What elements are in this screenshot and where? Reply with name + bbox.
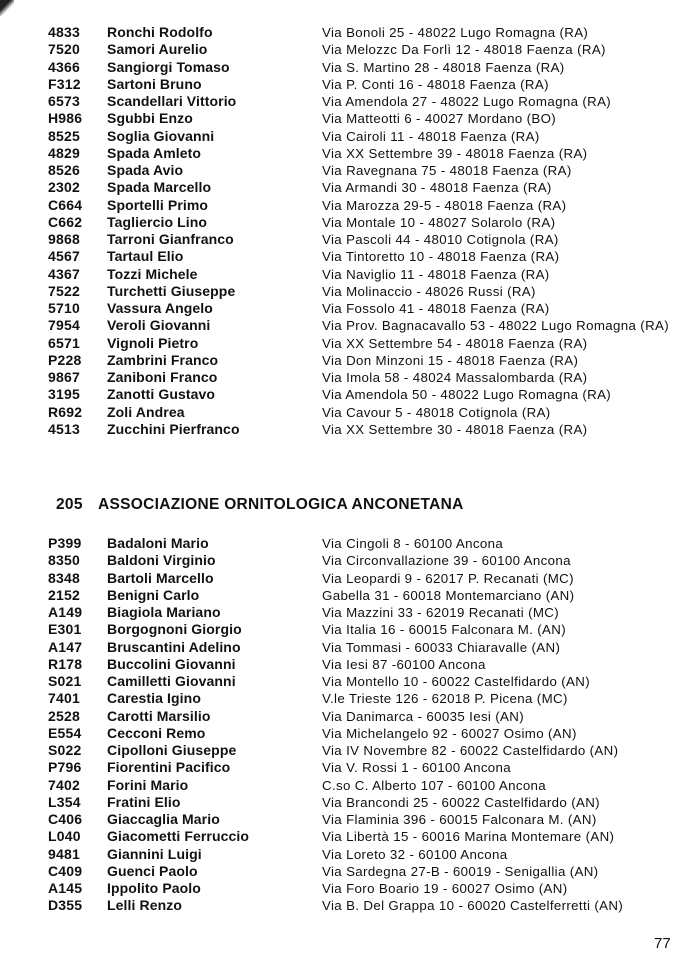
member-row bbox=[0, 317, 700, 334]
member-row bbox=[0, 162, 700, 179]
member-row bbox=[0, 59, 700, 76]
member-code: A149 bbox=[48, 604, 83, 620]
member-address: Via Libertà 15 - 60016 Marina Montemare (AN) bbox=[322, 829, 615, 845]
member-name: Camilletti Giovanni bbox=[107, 673, 236, 689]
member-address: Via XX Settembre 39 - 48018 Faenza (RA) bbox=[322, 145, 588, 161]
member-row bbox=[0, 552, 700, 569]
member-address: Via Cavour 5 - 48018 Cotignola (RA) bbox=[322, 404, 551, 420]
member-code: 8348 bbox=[48, 569, 80, 586]
member-address: Via Cingoli 8 - 60100 Ancona bbox=[322, 536, 504, 551]
section-number: 205 bbox=[56, 496, 83, 513]
member-name: Turchetti Giuseppe bbox=[107, 282, 236, 299]
member-row bbox=[0, 41, 700, 58]
member-row bbox=[0, 404, 700, 421]
member-row bbox=[0, 421, 700, 438]
member-code: S022 bbox=[48, 742, 82, 758]
member-name: Scandellari Vittorio bbox=[107, 93, 237, 109]
member-code: 7401 bbox=[48, 690, 80, 707]
member-code: E554 bbox=[48, 724, 82, 741]
member-address: Via Armandi 30 - 48018 Faenza (RA) bbox=[322, 180, 552, 196]
member-code: 4833 bbox=[48, 24, 80, 40]
member-row bbox=[0, 777, 700, 794]
member-row bbox=[0, 897, 700, 914]
member-row bbox=[0, 369, 700, 386]
member-code: 2152 bbox=[48, 586, 80, 603]
member-address: Via Molinaccio - 48026 Russi (RA) bbox=[322, 283, 536, 299]
member-address: Via V. Rossi 1 - 60100 Ancona bbox=[322, 760, 512, 776]
member-name: Vassura Angelo bbox=[107, 300, 213, 316]
member-address: Via Montale 10 - 48027 Solarolo (RA) bbox=[322, 214, 556, 230]
member-name: Lelli Renzo bbox=[107, 897, 182, 914]
member-code: E301 bbox=[48, 621, 82, 638]
member-code: 6571 bbox=[48, 334, 80, 351]
member-name: Tozzi Michele bbox=[107, 265, 198, 282]
member-row bbox=[0, 880, 700, 897]
member-name: Ronchi Rodolfo bbox=[107, 24, 213, 40]
member-name: Tagliercio Lino bbox=[107, 213, 208, 230]
member-row bbox=[0, 690, 700, 707]
member-code: 2302 bbox=[48, 179, 80, 196]
member-row bbox=[0, 621, 700, 638]
member-name: Biagiola Mariano bbox=[107, 604, 221, 620]
member-code: 8525 bbox=[48, 127, 80, 144]
member-row bbox=[0, 248, 700, 265]
member-address: Via Italia 16 - 60015 Falconara M. (AN) bbox=[322, 622, 566, 638]
member-name: Veroli Giovanni bbox=[107, 317, 211, 334]
member-code: R178 bbox=[48, 655, 83, 672]
member-name: Sangiorgi Tomaso bbox=[107, 58, 230, 75]
member-address: Via Montello 10 - 60022 Castelfidardo (AN) bbox=[322, 674, 590, 689]
member-code: L040 bbox=[48, 828, 81, 845]
member-code: 7520 bbox=[48, 41, 80, 58]
member-address: Via Cairoli 11 - 48018 Faenza (RA) bbox=[322, 128, 540, 144]
member-row bbox=[0, 335, 700, 352]
member-row bbox=[0, 604, 700, 621]
member-name: Giaccaglia Mario bbox=[107, 811, 220, 827]
member-name: Forini Mario bbox=[107, 776, 189, 793]
member-row bbox=[0, 846, 700, 863]
member-row bbox=[0, 863, 700, 880]
member-row bbox=[0, 128, 700, 145]
member-code: 7522 bbox=[48, 282, 80, 299]
member-row bbox=[0, 587, 700, 604]
member-address: Via Tintoretto 10 - 48018 Faenza (RA) bbox=[322, 249, 560, 265]
member-address: Via Imola 58 - 48024 Massalombarda (RA) bbox=[322, 370, 588, 385]
member-code: R692 bbox=[48, 403, 83, 420]
member-name: Cecconi Remo bbox=[107, 724, 206, 741]
member-row bbox=[0, 639, 700, 656]
member-row bbox=[0, 794, 700, 811]
member-row bbox=[0, 76, 700, 93]
member-name: Zoli Andrea bbox=[107, 403, 185, 420]
member-name: Bartoli Marcello bbox=[107, 569, 214, 586]
member-code: S021 bbox=[48, 673, 82, 689]
member-code: 5710 bbox=[48, 300, 80, 316]
member-code: 9481 bbox=[48, 845, 80, 862]
member-address: Via Amendola 50 - 48022 Lugo Romagna (RA) bbox=[322, 387, 612, 403]
member-code: C664 bbox=[48, 196, 83, 213]
member-name: Guenci Paolo bbox=[107, 862, 198, 879]
member-address: Via Loreto 32 - 60100 Ancona bbox=[322, 846, 508, 862]
member-row bbox=[0, 759, 700, 776]
member-address: Via Naviglio 11 - 48018 Faenza (RA) bbox=[322, 266, 550, 282]
member-address: Via Circonvallazione 39 - 60100 Ancona bbox=[322, 553, 571, 569]
member-code: 4567 bbox=[48, 248, 80, 265]
member-name: Cipolloni Giuseppe bbox=[107, 742, 237, 758]
member-address: Via Prov. Bagnacavallo 53 - 48022 Lugo Romagna (RA) bbox=[322, 318, 670, 334]
member-address: Via Melozzc Da Forlì 12 - 48018 Faenza (RA) bbox=[322, 42, 606, 58]
member-name: Ippolito Paolo bbox=[107, 880, 201, 896]
member-name: Spada Amleto bbox=[107, 144, 202, 161]
member-code: 7402 bbox=[48, 776, 80, 793]
member-code: P796 bbox=[48, 759, 82, 776]
member-name: Badaloni Mario bbox=[107, 535, 209, 551]
member-code: 8526 bbox=[48, 162, 80, 178]
member-name: Zucchini Pierfranco bbox=[107, 420, 240, 437]
member-row bbox=[0, 811, 700, 828]
member-address: Via S. Martino 28 - 48018 Faenza (RA) bbox=[322, 59, 565, 75]
member-name: Fiorentini Pacifico bbox=[107, 759, 231, 776]
member-name: Borgognoni Giorgio bbox=[107, 621, 242, 638]
member-row bbox=[0, 231, 700, 248]
scan-corner-mark bbox=[0, 0, 14, 16]
member-code: 6573 bbox=[48, 93, 80, 109]
member-code: P228 bbox=[48, 351, 82, 368]
member-name: Carestia Igino bbox=[107, 690, 201, 707]
member-address: Gabella 31 - 60018 Montemarciano (AN) bbox=[322, 587, 575, 603]
member-list-previous-section bbox=[0, 24, 700, 438]
member-name: Zambrini Franco bbox=[107, 351, 219, 368]
member-code: D355 bbox=[48, 897, 83, 914]
member-address: Via Brancondi 25 - 60022 Castelfidardo (AN) bbox=[322, 794, 600, 810]
member-row bbox=[0, 386, 700, 403]
member-row bbox=[0, 300, 700, 317]
member-code: H986 bbox=[48, 110, 83, 127]
member-address: Via Michelangelo 92 - 60027 Osimo (AN) bbox=[322, 725, 577, 741]
member-name: Bruscantini Adelino bbox=[107, 638, 241, 655]
member-address: Via Amendola 27 - 48022 Lugo Romagna (RA) bbox=[322, 94, 612, 109]
member-name: Baldoni Virginio bbox=[107, 552, 216, 569]
member-code: A147 bbox=[48, 638, 83, 655]
member-code: 4366 bbox=[48, 58, 80, 75]
member-name: Zanotti Gustavo bbox=[107, 386, 216, 403]
member-address: Via Fossolo 41 - 48018 Faenza (RA) bbox=[322, 301, 550, 316]
member-name: Spada Marcello bbox=[107, 179, 212, 196]
member-name: Benigni Carlo bbox=[107, 586, 200, 603]
member-name: Zaniboni Franco bbox=[107, 369, 218, 385]
member-row bbox=[0, 725, 700, 742]
member-code: 9867 bbox=[48, 369, 80, 385]
member-name: Buccolini Giovanni bbox=[107, 655, 236, 672]
member-row bbox=[0, 283, 700, 300]
section-heading bbox=[0, 494, 700, 516]
member-name: Sartoni Bruno bbox=[107, 75, 202, 92]
member-name: Giannini Luigi bbox=[107, 845, 202, 862]
member-name: Sportelli Primo bbox=[107, 196, 209, 213]
member-row bbox=[0, 197, 700, 214]
member-address: Via IV Novembre 82 - 60022 Castelfidardo (AN) bbox=[322, 743, 619, 758]
member-address: Via Danimarca - 60035 Iesi (AN) bbox=[322, 708, 525, 724]
member-address: Via Foro Boario 19 - 60027 Osimo (AN) bbox=[322, 881, 568, 896]
member-row bbox=[0, 742, 700, 759]
member-address: C.so C. Alberto 107 - 60100 Ancona bbox=[322, 777, 547, 793]
member-row bbox=[0, 535, 700, 552]
member-name: Giacometti Ferruccio bbox=[107, 828, 250, 845]
member-code: 9868 bbox=[48, 231, 80, 247]
member-name: Tartaul Elio bbox=[107, 248, 184, 265]
member-row bbox=[0, 214, 700, 231]
member-code: 3195 bbox=[48, 386, 80, 403]
member-row bbox=[0, 145, 700, 162]
member-code: C409 bbox=[48, 862, 83, 879]
member-code: 2528 bbox=[48, 707, 80, 724]
member-name: Tarroni Gianfranco bbox=[107, 231, 234, 247]
member-address: Via XX Settembre 30 - 48018 Faenza (RA) bbox=[322, 421, 588, 437]
member-row bbox=[0, 828, 700, 845]
member-code: C406 bbox=[48, 811, 83, 827]
member-name: Spada Avio bbox=[107, 162, 184, 178]
member-list-associazione-anconetana bbox=[0, 535, 700, 915]
member-row bbox=[0, 673, 700, 690]
member-code: C662 bbox=[48, 213, 83, 230]
member-address: Via XX Settembre 54 - 48018 Faenza (RA) bbox=[322, 335, 588, 351]
member-name: Fratini Elio bbox=[107, 793, 181, 810]
member-row bbox=[0, 708, 700, 725]
member-row bbox=[0, 93, 700, 110]
member-code: 7954 bbox=[48, 317, 80, 334]
member-address: Via P. Conti 16 - 48018 Faenza (RA) bbox=[322, 76, 549, 92]
member-address: Via Bonoli 25 - 48022 Lugo Romagna (RA) bbox=[322, 25, 589, 40]
member-address: Via Iesi 87 -60100 Ancona bbox=[322, 656, 486, 672]
member-address: Via Pascoli 44 - 48010 Cotignola (RA) bbox=[322, 232, 559, 247]
member-row bbox=[0, 266, 700, 283]
member-code: A145 bbox=[48, 880, 83, 896]
member-address: V.le Trieste 126 - 62018 P. Picena (MC) bbox=[322, 691, 568, 707]
member-row bbox=[0, 24, 700, 41]
member-address: Via Marozza 29-5 - 48018 Faenza (RA) bbox=[322, 197, 567, 213]
member-name: Sgubbi Enzo bbox=[107, 110, 193, 127]
member-row bbox=[0, 179, 700, 196]
member-name: Samori Aurelio bbox=[107, 41, 208, 58]
member-row bbox=[0, 656, 700, 673]
member-address: Via Matteotti 6 - 40027 Mordano (BO) bbox=[322, 111, 557, 127]
member-address: Via Don Minzoni 15 - 48018 Faenza (RA) bbox=[322, 352, 579, 368]
page-number: 77 bbox=[654, 935, 671, 952]
member-address: Via Tommasi - 60033 Chiaravalle (AN) bbox=[322, 639, 561, 655]
member-address: Via Leopardi 9 - 62017 P. Recanati (MC) bbox=[322, 570, 574, 586]
member-address: Via Sardegna 27-B - 60019 - Senigallia (AN) bbox=[322, 863, 599, 879]
member-address: Via B. Del Grappa 10 - 60020 Castelferretti (AN) bbox=[322, 898, 624, 914]
member-row bbox=[0, 570, 700, 587]
member-code: P399 bbox=[48, 535, 82, 551]
member-address: Via Mazzini 33 - 62019 Recanati (MC) bbox=[322, 605, 560, 620]
member-code: F312 bbox=[48, 75, 81, 92]
member-name: Vignoli Pietro bbox=[107, 334, 199, 351]
member-code: 8350 bbox=[48, 552, 80, 569]
member-code: 4829 bbox=[48, 144, 80, 161]
member-code: L354 bbox=[48, 793, 81, 810]
section-title: ASSOCIAZIONE ORNITOLOGICA ANCONETANA bbox=[98, 496, 464, 513]
member-code: 4513 bbox=[48, 420, 80, 437]
member-row bbox=[0, 352, 700, 369]
member-address: Via Flaminia 396 - 60015 Falconara M. (AN) bbox=[322, 812, 597, 827]
member-name: Soglia Giovanni bbox=[107, 127, 215, 144]
member-address: Via Ravegnana 75 - 48018 Faenza (RA) bbox=[322, 163, 572, 178]
member-row bbox=[0, 110, 700, 127]
member-name: Carotti Marsilio bbox=[107, 707, 211, 724]
member-code: 4367 bbox=[48, 265, 80, 282]
